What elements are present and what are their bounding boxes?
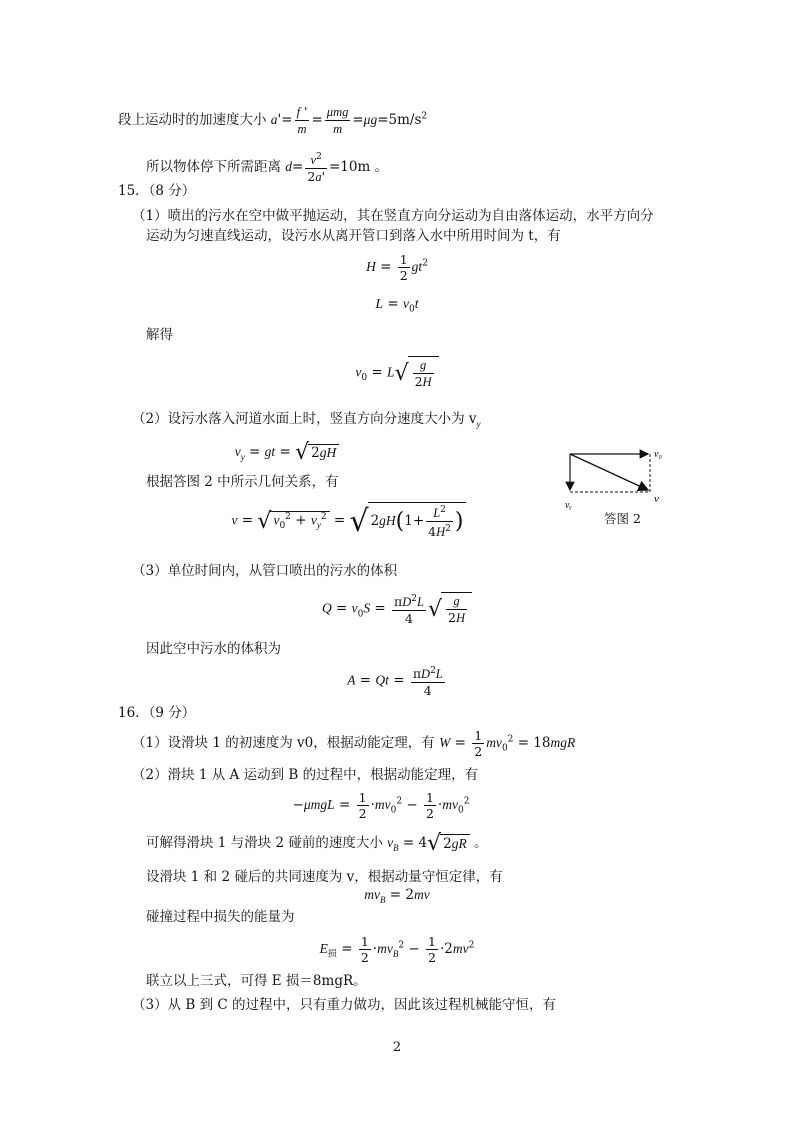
q16-label: 16．（9 分） [118,705,196,721]
eq-vy: $v_y$ = gt = √ 2gH [0,440,684,465]
q15-solve-label: 解得 [146,327,173,343]
q15-label: 15．（8 分） [118,183,196,199]
continuation-line-1: 段上运动时的加速度大小 a'= $\frac{f '}{m}$ = $\frac{\text{μmg}}{m}$ $=\mu g=5m/s^2$ [118,104,428,136]
q16-common: 设滑块 1 和 2 碰后的共同速度为 v，根据动量守恒定律，有 [146,869,503,885]
continuation-line-2: 所以物体停下所需距离 d= $\frac{v^2}{2a'}$ =10m 。 [146,152,389,185]
q15-p2: （2）设污水落入河道水面上时，竖直方向分速度大小为 $v_y$ [132,411,481,429]
q15-p3: （3）单位时间内，从管口喷出的污水的体积 [132,563,398,579]
eq-v0: $v_0 = L√$ $\frac{g}{2H}$ [0,356,794,390]
q15-geom-text: 根据答图 2 中所示几何关系，有 [146,474,339,490]
eq-Q: $Q = v_0S$ = $\frac{\pi D^2L}{4}$ √ $\frac{g}{2H}$ [0,592,794,626]
figure-caption: 答图 2 [604,511,641,526]
q16-p2: （2）滑块 1 从 A 运动到 B 的过程中，根据动能定理，有 [132,767,479,783]
q16-vb: 可解得滑块 1 与滑块 2 碰前的速度大小 $v_B = 4√$ 2gR 。 [146,830,488,856]
eq-v: v = √ $v_0^2 + v_y^2$ = √ 2gH(1+ $\frac{L^2}{4H^2}$ ) [0,502,746,540]
eq-momentum: $mv_B = 2mv$ [364,887,430,905]
q16-p1: （1）设滑块 1 的初速度为 v0，根据动能定理，有 W = $\frac{1}{2}$ $mv_0^2 = 18mgR$ [132,728,576,759]
v-arrow [570,454,648,490]
q16-loss-text: 碰撞过程中损失的能量为 [146,909,295,925]
eq-A: A = Qt = $\frac{\pi D^2L}{4}$ [347,666,443,699]
page-number: 2 [392,1040,402,1055]
eq-work-energy: −μmgL = $\frac{1}{2}$ $\cdot mv_0^2$ − $\frac{1}{2}$ $\cdot mv_0^2$ [292,790,470,821]
label-vy: vᵧ [565,500,572,511]
eq-energy-loss: $E_损$ = $\frac{1}{2}$ $\cdot mv_B^2$ − $\frac{1}{2}$ $\cdot 2mv^2$ [319,934,475,965]
label-v0: v₀ [654,449,662,460]
q15-p1-line1: （1）喷出的污水在空中做平抛运动，其在竖直方向分运动为自由落体运动，水平方向分 [132,208,654,224]
eq-H: H = $\frac{1}{2}$ $gt^2$ [366,252,428,283]
q15-volume-text: 因此空中污水的体积为 [146,641,281,657]
q16-combine: 联立以上三式，可得 E 损＝8mgR。 [146,973,367,989]
eq-L: $L = v_0t$ [375,296,419,315]
q16-p3: （3）从 B 到 C 的过程中，只有重力做功，因此该过程机械能守恒，有 [132,997,557,1013]
q15-p1-line2: 运动为匀速直线运动，设污水从离开管口到落入水中所用时间为 t，有 [146,228,561,244]
label-v: v [654,493,659,505]
